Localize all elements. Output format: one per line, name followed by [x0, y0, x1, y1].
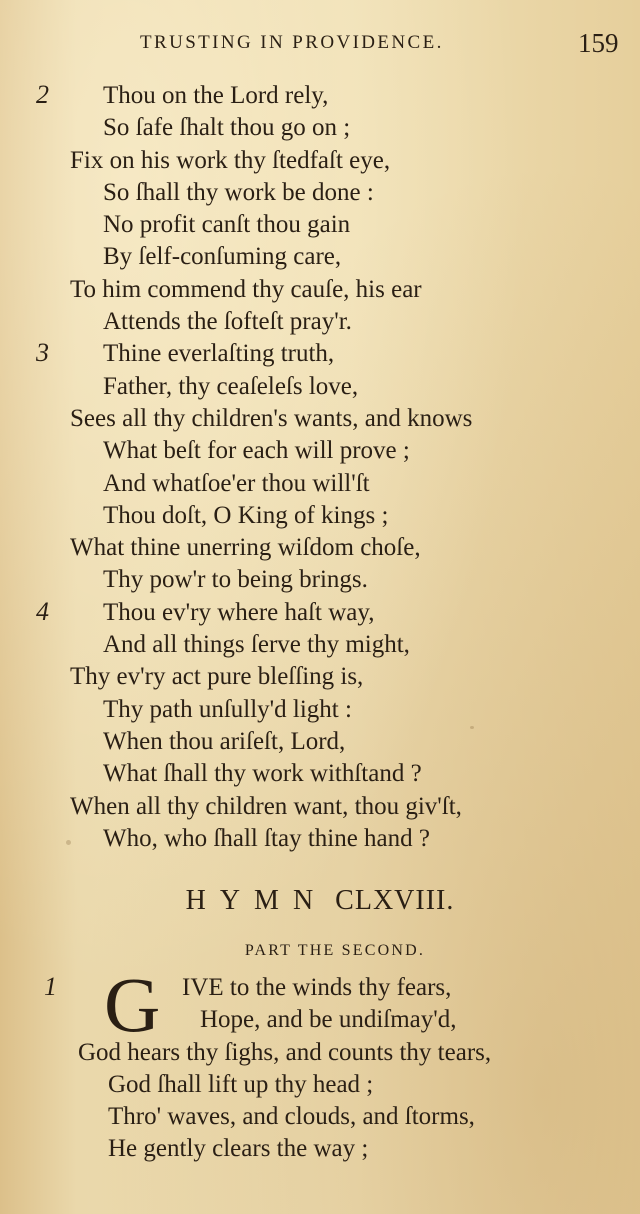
verse-line: Father, thy ceaſeleſs love,	[103, 372, 359, 400]
verse-line: When all thy children want, thou giv'ſt,	[70, 792, 462, 820]
verse-line: Who, who ſhall ſtay thine hand ?	[103, 824, 431, 852]
verse-line: Thine everlaſting truth,	[103, 340, 335, 368]
verse-line: When thou ariſeſt, Lord,	[103, 727, 346, 755]
verse-line: What ſhall thy work withſtand ?	[103, 760, 422, 788]
stanza-2	[0, 80, 640, 338]
stanza-number: 1	[44, 972, 57, 1001]
verse-line: Sees all thy children's wants, and knows	[70, 404, 473, 432]
verse-line: IVE to the winds thy fears,	[182, 974, 452, 1001]
stanza-number: 3	[36, 338, 49, 368]
hymn-title-word: HYMN	[185, 885, 328, 916]
verse-line: What thine unerring wiſdom choſe,	[70, 534, 421, 562]
part-heading: PART THE SECOND.	[244, 942, 426, 959]
page-number: 159	[578, 28, 619, 58]
paper-speck	[66, 840, 71, 845]
verse-line: And whatſoe'er thou will'ſt	[103, 469, 370, 497]
verse-line: Thy path unſully'd light :	[103, 695, 352, 723]
running-head: TRUSTING IN PROVIDENCE.	[140, 32, 444, 53]
verse-line: Thy ev'ry act pure bleſſing is,	[70, 663, 364, 691]
verse-line: God hears thy ſighs, and counts thy tears,	[78, 1038, 492, 1066]
verse-line: No profit canſt thou gain	[103, 211, 351, 239]
verse-line: Thro' waves, and clouds, and ſtorms,	[108, 1103, 475, 1131]
verse-line: So ſafe ſhalt thou go on ;	[103, 114, 351, 142]
paper-speck	[470, 726, 474, 729]
verse-line: To him commend thy cauſe, his ear	[70, 275, 422, 303]
drop-cap: G	[104, 961, 161, 1048]
hymn-168	[0, 961, 640, 1166]
page-header	[0, 28, 640, 62]
stanza-number: 4	[36, 596, 49, 626]
verse-line: What beſt for each will prove ;	[103, 437, 410, 465]
verse-line: Thou doſt, O King of kings ;	[103, 501, 389, 529]
verse-line: Fix on his work thy ſtedfaſt eye,	[70, 146, 391, 174]
verse-line: Attends the ſofteſt pray'r.	[103, 308, 352, 336]
verse-line: So ſhall thy work be done :	[103, 178, 374, 206]
stanza-4	[0, 597, 640, 855]
stanza-number: 2	[36, 80, 49, 109]
verse-line: Thou ev'ry where haſt way,	[103, 598, 375, 626]
stanza-1	[0, 961, 640, 1166]
verse-line: By ſelf-conſuming care,	[103, 243, 342, 271]
stanza-3	[0, 338, 640, 596]
verse-line: And all things ſerve thy might,	[103, 631, 410, 659]
verse-line: He gently clears the way ;	[108, 1135, 369, 1163]
hymn-title	[0, 885, 640, 917]
verse-line: Hope, and be undiſmay'd,	[200, 1006, 457, 1034]
hymn-continuation	[0, 80, 640, 855]
verse-line: Thy pow'r to being brings.	[103, 566, 368, 594]
hymn-title-number: CLXVIII.	[335, 885, 455, 916]
verse-line: Thou on the Lord rely,	[103, 82, 329, 109]
verse-line: God ſhall lift up thy head ;	[108, 1070, 374, 1098]
